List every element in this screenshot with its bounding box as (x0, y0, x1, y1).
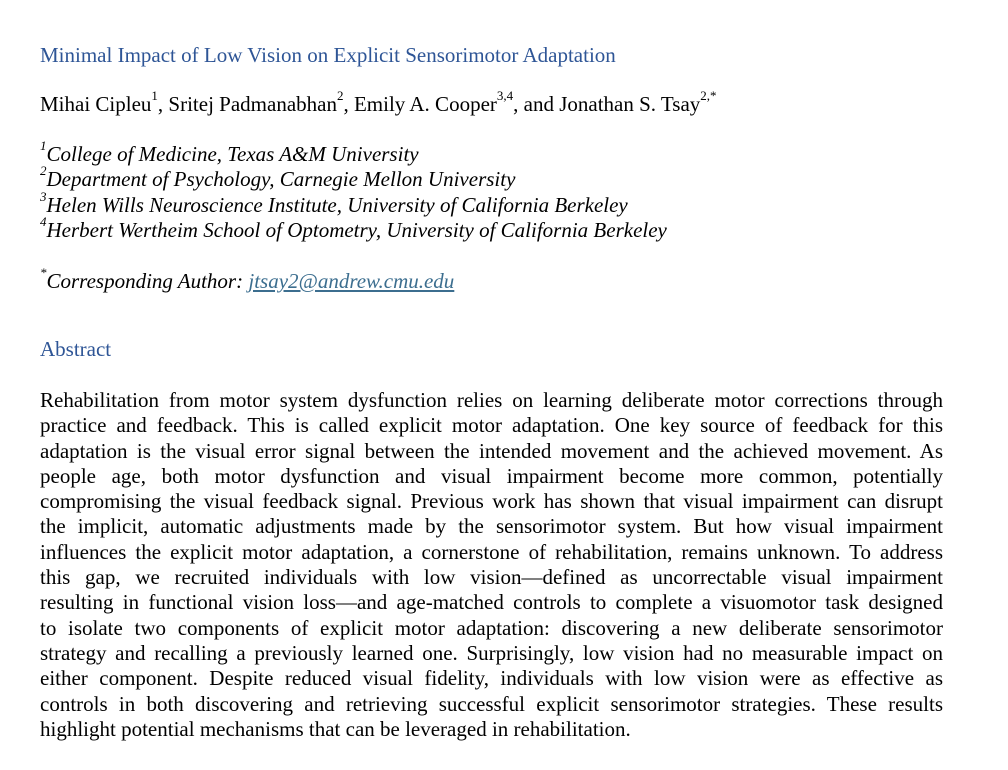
abstract-body (40, 388, 943, 742)
abstract-heading (40, 336, 111, 362)
affiliation-item (40, 163, 667, 192)
abstract-line: compromising the visual feedback signal. Previous work has shown that visual impairment can disrupt (40, 489, 943, 514)
corresponding-email-link[interactable]: jtsay2@andrew.cmu.edu (248, 269, 455, 293)
abstract-line: highlight potential mechanisms that can be leveraged in rehabilitation. (40, 716, 631, 741)
abstract-line: Rehabilitation from motor system dysfunction relies on learning deliberate motor corrections through (40, 388, 943, 412)
corresponding-mark: * (40, 265, 47, 280)
author-name: Emily A. Cooper (353, 92, 497, 116)
author-name: Sritej Padmanabhan (168, 92, 337, 116)
affiliation-item (40, 213, 667, 243)
author-name: Mihai Cipleu (40, 92, 152, 116)
affiliation-mark: 2 (40, 163, 47, 179)
abstract-line: controls in both discovering and retrieving successful explicit sensorimotor strategies. These results (40, 691, 943, 716)
abstract-line: people age, both motor dysfunction and visual impairment become more common, potentially (40, 463, 943, 488)
paper-title (40, 42, 616, 68)
affiliation-mark: 1 (40, 138, 47, 153)
author-list (40, 88, 717, 117)
affiliation-item (40, 138, 667, 167)
corresponding-label: Corresponding Author: (46, 269, 249, 293)
affiliation-text: Herbert Wertheim School of Optometry, University of California Berkeley (46, 217, 667, 242)
author-name: Jonathan S. Tsay (559, 92, 701, 116)
affiliation-mark: 3 (40, 188, 47, 204)
author-affiliation-mark: 3,4 (496, 88, 514, 103)
abstract-line: influences the explicit motor adaptation, a cornerstone of rehabilitation, remains unknown. To address (40, 539, 943, 564)
abstract-line: adaptation is the visual error signal between the intended movement and the achieved movement. As (40, 438, 943, 463)
abstract-line: this gap, we recruited individuals with low vision—defined as uncorrectable visual impairment (40, 565, 943, 590)
abstract-line: resulting in functional vision loss—and age-matched controls to complete a visuomotor task designed (40, 590, 943, 615)
abstract-line: practice and feedback. This is called explicit motor adaptation. One key source of feedback for this (40, 413, 943, 438)
author-separator: , (157, 92, 169, 116)
affiliation-item (40, 188, 667, 218)
abstract-line: the implicit, automatic adjustments made by the sensorimotor system. But how visual impairment (40, 514, 943, 539)
author-separator: , (343, 92, 354, 116)
corresponding-author (40, 265, 455, 294)
affiliation-mark: 4 (40, 213, 47, 229)
author-affiliation-mark: 2,* (700, 88, 717, 103)
abstract-heading-text: Abstract (40, 337, 112, 361)
author-affiliation-mark: 1 (151, 88, 158, 103)
affiliation-text: Department of Psychology, Carnegie Mellon University (46, 167, 516, 192)
paper-title-text: Minimal Impact of Low Vision on Explicit Sensorimotor Adaptation (40, 43, 616, 67)
affiliation-list (40, 138, 667, 243)
affiliation-text: Helen Wills Neuroscience Institute, University of California Berkeley (46, 192, 628, 217)
abstract-line: either component. Despite reduced visual fidelity, individuals with low vision were as effective as (40, 666, 943, 691)
author-separator: , and (513, 92, 560, 116)
abstract-line: strategy and recalling a previously learned one. Surprisingly, low vision had no measurable impact on (40, 640, 943, 665)
abstract-line: to isolate two components of explicit motor adaptation: discovering a new deliberate sensorimotor (40, 615, 943, 640)
affiliation-text: College of Medicine, Texas A&M University (46, 142, 419, 166)
author-affiliation-mark: 2 (336, 88, 344, 103)
